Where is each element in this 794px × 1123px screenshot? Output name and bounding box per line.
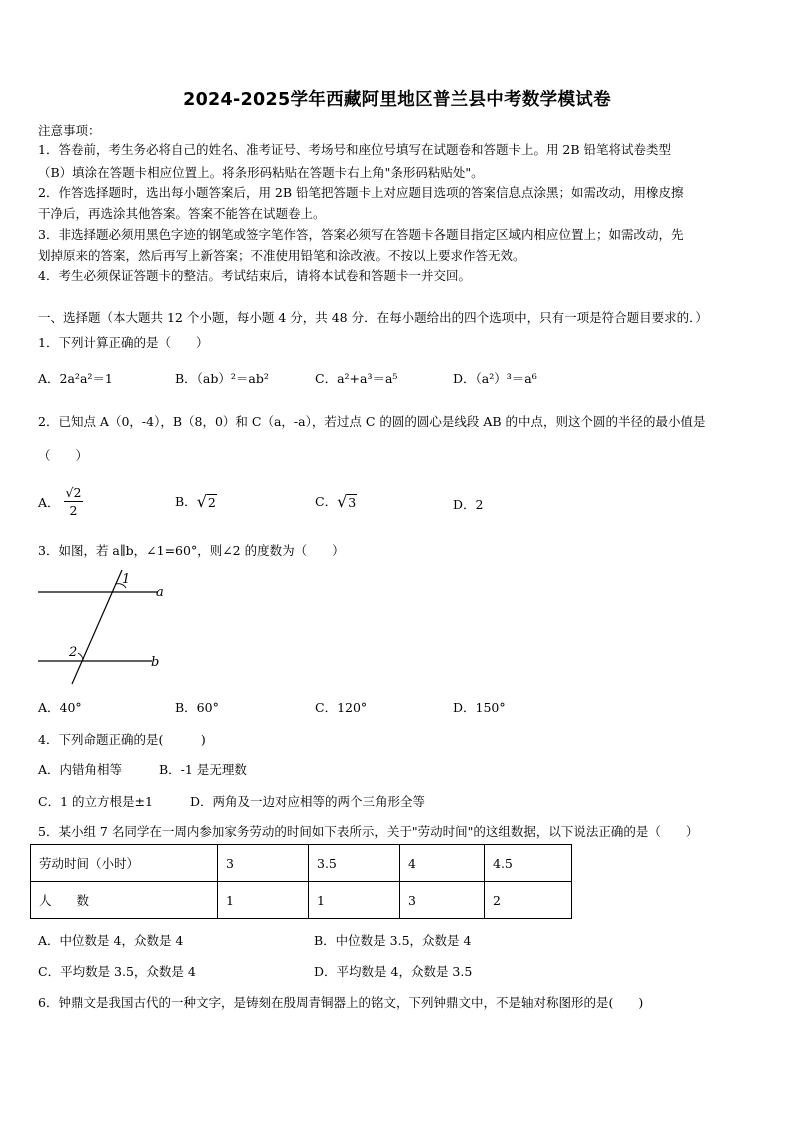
- fraction-denominator: 2: [69, 503, 78, 518]
- labor-time-table: [30, 844, 572, 919]
- q4-option-c: C．1 的立方根是±1: [38, 794, 153, 809]
- question-2-paren: （ ）: [38, 448, 89, 463]
- table-cell: 4: [400, 845, 485, 882]
- notice-line: 4．考生必须保证答题卡的整洁。考试结束后，请将本试卷和答题卡一并交回。: [38, 268, 471, 283]
- q2-option-a: [38, 484, 83, 519]
- question-5-stem: 5．某小组 7 名同学在一周内参加家务劳动的时间如下表所示，关于"劳动时间"的这组数据，以下说法正确的是（ ）: [38, 824, 699, 839]
- q5-option-b: B．中位数是 3.5，众数是 4: [314, 933, 472, 948]
- q2-option-c: [315, 492, 357, 510]
- q5-option-a: A．中位数是 4，众数是 4: [38, 933, 184, 948]
- fraction: [64, 484, 84, 519]
- table-cell: 3.5: [309, 845, 400, 882]
- table-header-cell: 人 数: [31, 882, 218, 919]
- notice-line: 干净后，再选涂其他答案。答案不能答在试题卷上。: [38, 206, 326, 221]
- q4-option-b: B．-1 是无理数: [159, 762, 247, 777]
- question-1-stem: 1．下列计算正确的是（ ）: [38, 335, 209, 350]
- q1-option-b: B．（ab）²＝ab²: [175, 371, 269, 386]
- table-cell: 4.5: [485, 845, 572, 882]
- table-row: [31, 882, 572, 919]
- q2-option-b: [175, 492, 217, 510]
- q2-option-d: D．2: [453, 497, 484, 512]
- q4-option-d: D．两角及一边对应相等的两个三角形全等: [190, 794, 426, 809]
- table-cell: 3: [218, 845, 309, 882]
- angle-1-label: 1: [122, 572, 131, 587]
- sqrt-expression: [337, 494, 357, 510]
- q3-option-b: B．60°: [175, 700, 219, 715]
- q4-option-a: A．内错角相等: [38, 762, 123, 777]
- sqrt-radicand: 2: [207, 495, 216, 510]
- sqrt-symbol: √: [196, 492, 207, 511]
- q5-option-c: C．平均数是 3.5，众数是 4: [38, 964, 196, 979]
- section-heading: 一、选择题（本大题共 12 个小题，每小题 4 分，共 48 分．在每小题给出的四个选项中，只有一项是符合题目要求的．）: [38, 310, 708, 325]
- line-b-label: b: [151, 655, 160, 670]
- q5-option-d: D．平均数是 4，众数是 3.5: [314, 964, 473, 979]
- q3-option-c: C．120°: [315, 700, 368, 715]
- option-label: C．: [315, 494, 338, 509]
- table-cell: 1: [309, 882, 400, 919]
- notice-line: 3．非选择题必须用黑色字迹的钢笔或签字笔作答，答案必须写在答题卡各题目指定区域内相应位置上；如需改动，先: [38, 227, 684, 242]
- notice-line: 划掉原来的答案，然后再写上新答案；不准使用铅笔和涂改液。不按以上要求作答无效。: [38, 248, 526, 263]
- q1-option-c: C．a²+a³＝a⁵: [315, 371, 398, 386]
- table-cell: 1: [218, 882, 309, 919]
- table-header-cell: 劳动时间（小时）: [31, 845, 218, 882]
- question-2-stem: 2．已知点 A（0，-4），B（8，0）和 C（a，-a），若过点 C 的圆的圆心是线段 AB 的中点，则这个圆的半径的最小值是: [38, 414, 706, 429]
- question-4-stem: 4．下列命题正确的是( ): [38, 732, 206, 747]
- sqrt-radicand: 3: [348, 495, 357, 510]
- q3-option-d: D．150°: [453, 700, 506, 715]
- table-cell: 2: [485, 882, 572, 919]
- sqrt-symbol: √: [337, 492, 348, 511]
- q1-option-d: D．（a²）³＝a⁶: [453, 371, 537, 386]
- q3-option-a: A．40°: [38, 700, 82, 715]
- transversal-line: [72, 570, 122, 684]
- question-6-stem: 6．钟鼎文是我国古代的一种文字，是铸刻在殷周青铜器上的铭文，下列钟鼎文中，不是轴对称图形的是( ): [38, 995, 644, 1010]
- sqrt-expression: [197, 494, 217, 510]
- notice-line: （B）填涂在答题卡相应位置上。将条形码粘贴在答题卡右上角"条形码粘贴处"。: [38, 165, 484, 180]
- notice-line: 1．答卷前，考生务必将自己的姓名、准考证号、考场号和座位号填写在试题卷和答题卡上。用 2B 铅笔将试卷类型: [38, 142, 672, 157]
- option-label: A．: [38, 494, 60, 510]
- fraction-numerator: √2: [65, 485, 82, 500]
- parallel-lines-figure: [36, 566, 172, 688]
- table-cell: 3: [400, 882, 485, 919]
- table-row: [31, 845, 572, 882]
- line-a-label: a: [156, 585, 164, 600]
- q1-option-a: A．2a²a²＝1: [38, 371, 113, 386]
- exam-title: 2024-2025学年西藏阿里地区普兰县中考数学模试卷: [183, 90, 611, 110]
- question-3-stem: 3．如图，若 a∥b，∠1=60°，则∠2 的度数为（ ）: [38, 543, 345, 558]
- option-label: B．: [175, 494, 197, 509]
- notice-heading: 注意事项：: [38, 123, 101, 138]
- angle-2-label: 2: [69, 645, 78, 660]
- notice-line: 2．作答选择题时，选出每小题答案后，用 2B 铅笔把答题卡上对应题目选项的答案信息点涂黑；如需改动，用橡皮擦: [38, 185, 684, 200]
